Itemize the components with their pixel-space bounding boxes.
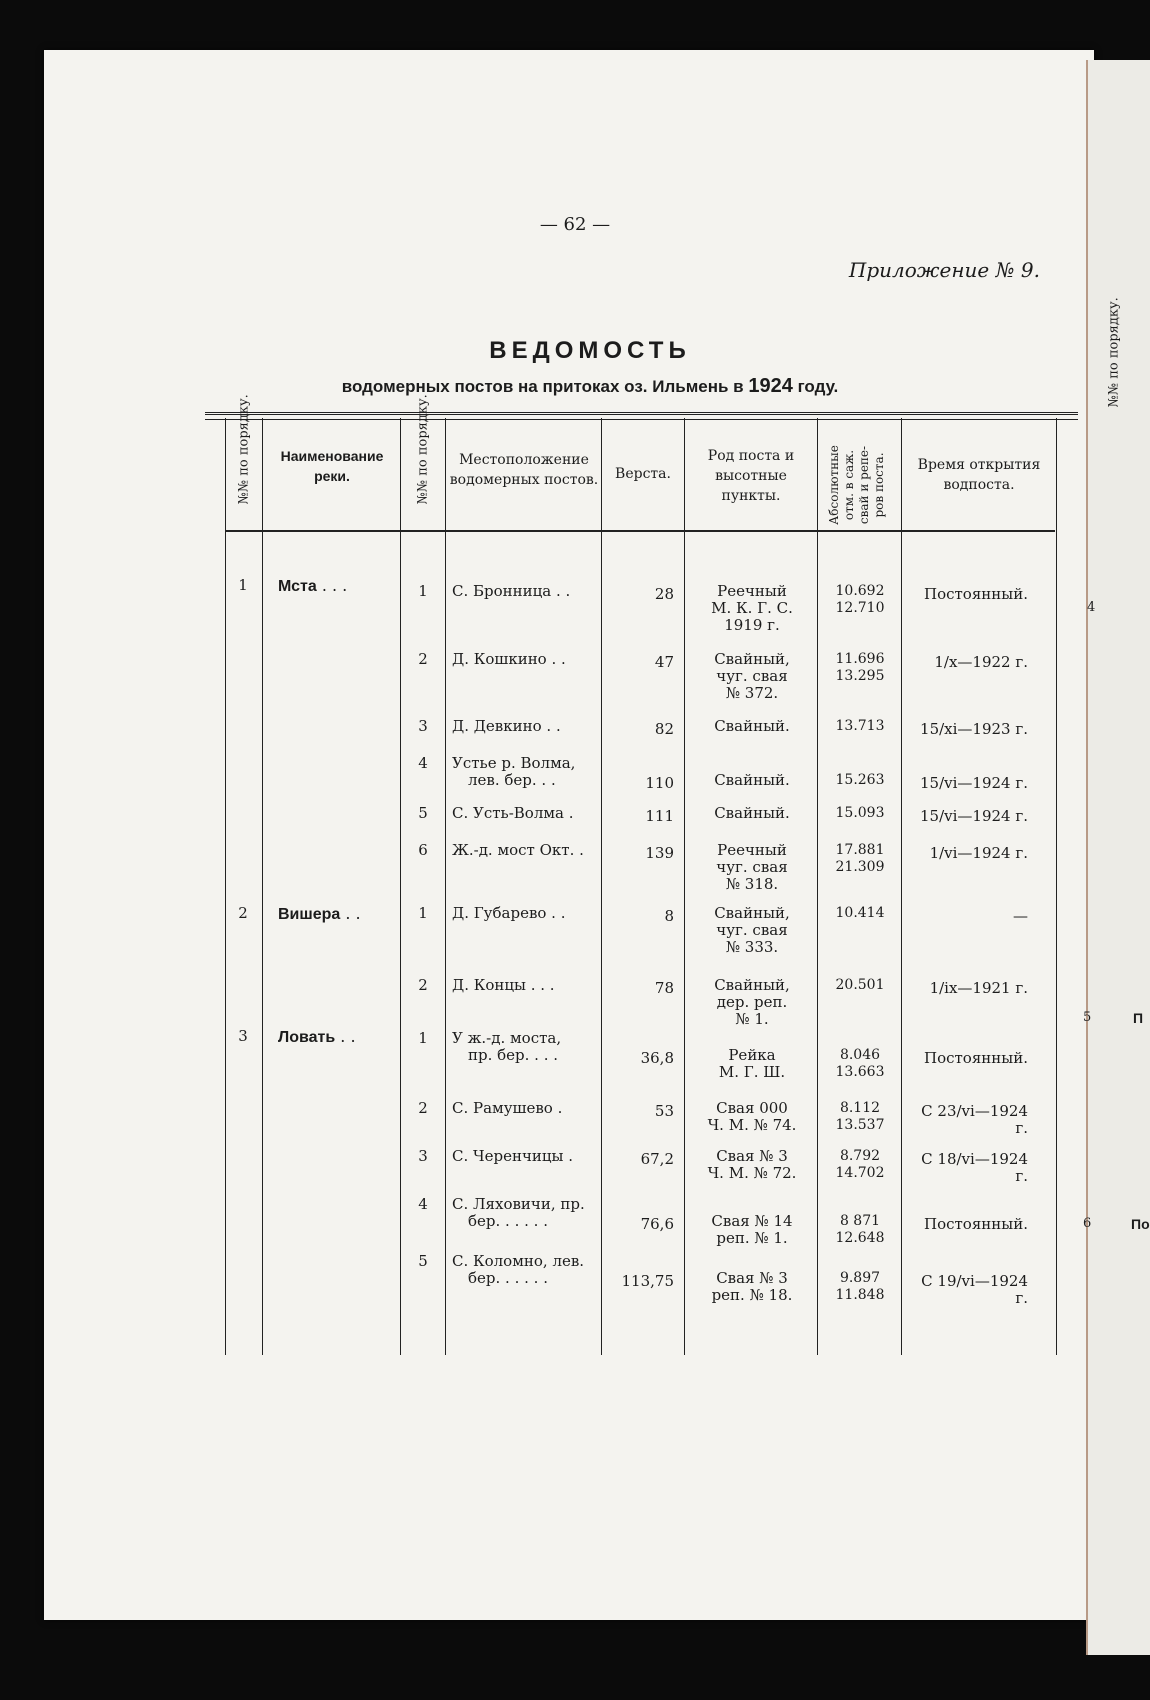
post-versta: 67,2 xyxy=(640,1150,674,1168)
post-kind: Реечный чуг. свая № 318. xyxy=(716,841,788,893)
header-versta: Верста. xyxy=(615,466,671,482)
post-versta: 111 xyxy=(645,807,674,825)
post-opening-time: Постоянный. xyxy=(923,1215,1028,1233)
post-opening-time: С 18/vi—1924 г. xyxy=(921,1150,1028,1185)
post-location: С. Усть-Волма . xyxy=(452,804,574,822)
post-opening-time: 15/vi—1924 г. xyxy=(920,807,1028,825)
river-name: Ловать . . xyxy=(278,1027,356,1046)
post-location: С. Черенчицы . xyxy=(452,1147,573,1165)
post-location: С. Ляховичи, пр. бер. . . . . . xyxy=(452,1195,585,1230)
appendix-label: Приложение № 9. xyxy=(848,258,1040,282)
post-absolute-marks: 11.696 13.295 xyxy=(835,651,885,684)
right-page-label: 5 xyxy=(1083,1010,1092,1025)
table-top-rule xyxy=(205,412,1078,420)
post-location: С. Бронница . . xyxy=(452,582,571,600)
header-location: Местоположение водомерных постов. xyxy=(449,452,599,488)
post-location: Д. Кошкино . . xyxy=(452,650,566,668)
post-number: 1 xyxy=(418,1029,428,1047)
river-number: 1 xyxy=(238,576,248,594)
post-kind: Свая № 3 реп. № 18. xyxy=(711,1269,793,1304)
post-kind: Реечный М. К. Г. С. 1919 г. xyxy=(711,582,793,634)
post-opening-time: 15/xi—1923 г. xyxy=(920,720,1028,738)
post-opening-time: 15/vi—1924 г. xyxy=(920,774,1028,792)
right-page-header: №№ по порядку. xyxy=(1106,297,1122,408)
right-page-label: По xyxy=(1131,1216,1150,1232)
post-location: Д. Девкино . . xyxy=(452,717,561,735)
post-versta: 139 xyxy=(645,844,674,862)
post-versta: 113,75 xyxy=(621,1272,674,1290)
post-location: С. Коломно, лев. бер. . . . . . xyxy=(452,1252,585,1287)
post-kind: Свайный, чуг. свая № 333. xyxy=(714,904,790,956)
table-column-rule xyxy=(817,418,818,1355)
document-page xyxy=(44,50,1094,1620)
post-versta: 82 xyxy=(654,720,674,738)
post-absolute-marks: 10.692 12.710 xyxy=(835,583,885,616)
post-kind: Свайный. xyxy=(714,717,790,735)
post-opening-time: 1/vi—1924 г. xyxy=(929,844,1028,862)
post-absolute-marks: 15.263 xyxy=(835,772,885,788)
post-location: Д. Концы . . . xyxy=(452,976,555,994)
post-number: 2 xyxy=(418,1099,428,1117)
post-absolute-marks: 8.112 13.537 xyxy=(835,1100,885,1133)
post-location: Устье р. Волма, лев. бер. . . xyxy=(452,754,576,789)
post-kind: Рейка М. Г. Ш. xyxy=(718,1046,786,1081)
table-column-rule xyxy=(225,418,226,1355)
post-kind: Свая № 3 Ч. М. № 72. xyxy=(707,1147,797,1182)
post-number: 3 xyxy=(418,717,428,735)
post-opening-time: Постоянный. xyxy=(923,585,1028,603)
post-opening-time: 1/ix—1921 г. xyxy=(929,979,1028,997)
header-river-number: №№ по порядку. xyxy=(236,394,252,505)
table-column-rule xyxy=(1056,418,1057,1355)
page-number: — 62 — xyxy=(539,214,611,235)
right-page-label: 6 xyxy=(1083,1216,1092,1231)
post-absolute-marks: 10.414 xyxy=(835,905,885,921)
post-number: 1 xyxy=(418,582,428,600)
post-versta: 47 xyxy=(654,653,674,671)
post-location: Ж.-д. мост Окт. . xyxy=(452,841,584,859)
post-number: 5 xyxy=(418,1252,428,1270)
post-versta: 110 xyxy=(645,774,674,792)
post-kind: Свайный, дер. реп. № 1. xyxy=(714,976,790,1028)
header-opening-time: Время открытия водпоста. xyxy=(917,457,1041,493)
header-post-number: №№ по порядку. xyxy=(415,394,431,505)
post-number: 3 xyxy=(418,1147,428,1165)
table-column-rule xyxy=(901,418,902,1355)
post-versta: 36,8 xyxy=(640,1049,674,1067)
post-location: У ж.-д. моста, пр. бер. . . . xyxy=(452,1029,562,1064)
post-number: 4 xyxy=(418,754,428,772)
post-kind: Свайный. xyxy=(714,771,790,789)
post-number: 4 xyxy=(418,1195,428,1213)
post-opening-time: — xyxy=(1013,907,1028,925)
post-kind: Свайный. xyxy=(714,804,790,822)
post-opening-time: 1/x—1922 г. xyxy=(934,653,1028,671)
post-kind: Свайный, чуг. свая № 372. xyxy=(714,650,790,702)
header-absolute-marks: Абсолютные отм. в саж. свай и репе- ров поста. xyxy=(827,445,886,525)
post-kind: Свая № 14 реп. № 1. xyxy=(711,1212,793,1247)
post-number: 5 xyxy=(418,804,428,822)
post-versta: 76,6 xyxy=(640,1215,674,1233)
post-versta: 53 xyxy=(654,1102,674,1120)
document-subtitle: водомерных постов на притоках оз. Ильмень в 1924 году. xyxy=(341,375,839,397)
post-versta: 28 xyxy=(654,585,674,603)
post-number: 1 xyxy=(418,904,428,922)
post-number: 2 xyxy=(418,650,428,668)
header-river-name: Наименование реки. xyxy=(280,448,384,484)
table-column-rule xyxy=(262,418,263,1355)
table-header-rule xyxy=(225,530,1055,532)
table-column-rule xyxy=(445,418,446,1355)
table-column-rule xyxy=(684,418,685,1355)
river-number: 3 xyxy=(238,1027,248,1045)
post-kind: Свая 000 Ч. М. № 74. xyxy=(707,1099,797,1134)
post-location: Д. Губарево . . xyxy=(452,904,566,922)
river-name: Вишера . . xyxy=(278,904,361,923)
post-opening-time: С 19/vi—1924 г. xyxy=(921,1272,1028,1307)
post-opening-time: С 23/vi—1924 г. xyxy=(921,1102,1028,1137)
post-opening-time: Постоянный. xyxy=(923,1049,1028,1067)
document-title: ВЕДОМОСТЬ xyxy=(489,337,691,364)
post-absolute-marks: 8 871 12.648 xyxy=(835,1213,885,1246)
post-number: 6 xyxy=(418,841,428,859)
post-absolute-marks: 20.501 xyxy=(835,977,885,993)
river-number: 2 xyxy=(238,904,248,922)
post-absolute-marks: 15.093 xyxy=(835,805,885,821)
post-absolute-marks: 8.046 13.663 xyxy=(835,1047,885,1080)
post-absolute-marks: 17.881 21.309 xyxy=(835,842,885,875)
right-page-label: П xyxy=(1133,1010,1144,1026)
post-absolute-marks: 8.792 14.702 xyxy=(835,1148,885,1181)
adjacent-page-strip xyxy=(1083,60,1150,1655)
post-location: С. Рамушево . xyxy=(452,1099,563,1117)
post-absolute-marks: 9.897 11.848 xyxy=(835,1270,885,1303)
table-column-rule xyxy=(601,418,602,1355)
post-versta: 78 xyxy=(654,979,674,997)
table-column-rule xyxy=(400,418,401,1355)
post-number: 2 xyxy=(418,976,428,994)
header-post-kind: Род поста и высотные пункты. xyxy=(707,448,795,504)
post-absolute-marks: 13.713 xyxy=(835,718,885,734)
river-name: Мста . . . xyxy=(278,576,348,595)
post-versta: 8 xyxy=(664,907,674,925)
right-page-label: 4 xyxy=(1087,600,1096,615)
